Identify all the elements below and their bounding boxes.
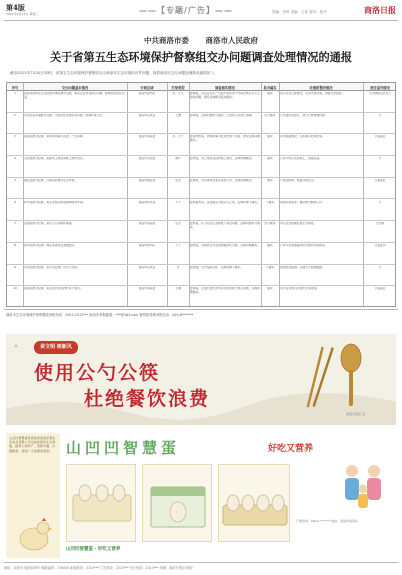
cell-type: 噪声 [175,157,181,161]
footer-info: 地址：商洛市北新街38号 邮政编码：726000 新闻热线：2313*** 广告热线：2313*** 发行热线：2313*** 印刷：商洛日报社印刷厂 [4,566,195,570]
cell-account: 已约谈相关负责人 [368,92,392,95]
egg-ad [6,433,396,558]
cell-verified: 属实 [267,287,273,291]
cell-region: 商洛市镇安县 [138,178,156,182]
civility-ad [6,334,396,425]
table-row [7,178,395,200]
cell-action: 加强在线监测，定期公开监测数据。 [280,265,325,269]
cell-num: 9 [14,265,16,269]
cell-action: 已完成垃圾清运，建立长效管理机制。 [280,113,328,117]
cell-desc: 商南县群众反映，某养殖场粪污直排，产生异味。 [24,135,86,139]
cell-verified: 属实 [267,178,273,182]
cell-region: 商洛市商州区 [138,92,156,95]
paper-logo: 商洛日报 [364,5,396,15]
date-line: 2021年6月23日 星期三 [6,12,39,16]
cell-num: 4 [14,157,16,161]
cell-action: 责令限期整改，完善粪污处理设施。 [280,135,325,139]
cell-type: 生态 [175,222,181,226]
cell-finding: 经调查核实，企业除尘设施运行正常，反映问题不属实。 [190,200,260,204]
cell-num: 7 [14,222,16,226]
header-desc: 交办问题基本情况 [61,86,89,90]
ad-brand-subtitle: 好吃又营养 [268,444,314,454]
editor-line: 责编：李昂 美编：王佳 校对：张丹 [272,10,327,14]
cell-type: 大气 [175,200,181,204]
product-box [142,464,212,542]
cell-action: 责令企业按期完成生态修复。 [280,222,317,226]
cell-num: 10 [13,287,17,291]
header-num: 序号 [11,86,19,90]
decor-dot [15,345,18,348]
ad-sidebar [6,433,60,558]
header-account: 责任追究情况 [370,86,390,90]
cell-finding: 经监测，出水指标达标，反映问题不属实。 [190,265,244,269]
hotline-info: 商洛市生态环境保护督察整改举报电话：0914-2313*** 商洛市举报邮箱：***@163.com 督察组受理举报电话：029-8******* [6,313,194,317]
cell-region: 商洛市商南县 [138,287,156,291]
divider [4,562,398,563]
ad-brand-title: 山凹凹智慧蛋 [66,439,181,457]
table-body [7,91,395,308]
table-row [7,221,395,243]
divider [4,309,398,310]
case-table [6,82,396,307]
cell-account: 已约谈 [375,222,385,226]
cell-desc: 丹凤县某乡镇群众反映，当地存在乱倒垃圾问题，影响环境卫生。 [24,113,106,117]
cell-type: 大气 [175,243,181,247]
cell-desc: 山阳县群众反映，某建筑工地夜间施工噪声扰民。 [24,157,86,161]
cell-desc: 商南县群众反映，某企业危险废物贮存不规范。 [24,287,83,291]
cell-desc: 镇安县群众反映，河道采砂破坏生态环境。 [24,178,78,182]
ad-headline-2: 杜绝餐饮浪费 [84,388,211,410]
divider [4,20,398,21]
table-header [7,83,395,91]
hen-icon [12,515,54,555]
cell-desc: 洛南县群众反映，某矿山开采破坏植被。 [24,222,75,226]
table-row [7,265,395,287]
cell-region: 商洛市柞水县 [138,200,156,204]
notice-intro: 截至2021年7月20日20时，省第五生态环境保护督察组交办商洛市生态环境信访件问题，现将商洛市交办问题处理情况通报如下。 [10,71,218,75]
table-row [7,113,395,135]
cell-action: 责令企业规范危废贮存和管理。 [280,287,320,291]
egg-tray-icon [219,465,291,543]
cell-finding: 经核查，矿山存在生态修复不到位问题，反映问题部分属实。 [190,222,260,229]
notice-title: 关于省第五生态环境保护督察组交办问题调查处理情况的通报 [49,51,353,64]
cell-finding: 经现场核查，养殖场粪污处理设施不完善，群众反映问题属实。 [190,135,260,143]
family-illustration-icon [336,459,392,513]
cell-desc: 丹凤县群众反映，某污水处理厂出水不达标。 [24,265,80,269]
ad-sidebar-text: 山凹凹智慧蛋是商洛市洛南县某生态农业有限公司出品的绿色生态鸡蛋，散养土鸡所产，营养丰富，口感鲜美，深受广大消费者喜爱。 [9,436,56,453]
cell-type: 水、大气 [172,92,184,95]
cell-account: 立案查处 [374,135,386,139]
table-row [7,91,395,113]
cell-num: 3 [14,135,16,139]
cell-desc: 柞水县群众反映，某企业烟尘排放影响周边环境。 [24,200,86,204]
cell-num: 1 [14,92,16,95]
cell-action: 已依法取缔，恢复河道生态。 [280,178,317,182]
section-name: ——【专题/广告】—— [139,6,233,15]
cell-region: 商洛市丹凤县 [138,113,156,117]
cell-verified: 部分属实 [264,113,276,117]
cell-finding: 经调查，企业危废贮存场所存在管理不规范问题，反映问题属实。 [190,287,260,294]
ad-headline-1: 使用公勺公筷 [34,362,161,384]
ad-contact: 订购热线：0914-******* 地址：商洛市洛南县 [296,519,359,523]
cell-verified: 不属实 [265,265,275,269]
header-verified: 是否属实 [263,86,277,90]
cell-region: 商洛市商州区 [138,243,156,247]
table-row [7,243,395,265]
cell-finding: 经调查，该区域存在非法采砂行为，反映问题属实。 [190,178,255,182]
table-row [7,134,395,156]
cell-verified: 属实 [267,157,273,161]
cell-region: 商洛市丹凤县 [138,265,156,269]
cell-num: 8 [14,243,16,247]
cell-num: 2 [14,113,16,117]
header-type: 污染类型 [171,86,185,90]
cell-account: 立案查处 [374,287,386,291]
cell-type: 生态 [175,178,181,182]
cell-account: 立案处罚 [374,243,386,247]
cell-verified: 属实 [267,243,273,247]
cell-finding: 经调查，反映问题部分属实，已组织人员进行清理。 [190,113,255,117]
cell-account: 无 [378,200,382,204]
cell-desc: 商洛市商州区北关街道办事处群众反映，相关企业存在排污问题，影响周边居民生活。 [24,92,125,99]
table-row [7,200,395,222]
cell-num: 6 [14,200,16,204]
table-row [7,286,395,308]
cell-finding: 经核查，该餐饮店未安装油烟净化设施，反映问题属实。 [190,243,260,247]
cell-type: 水、大气 [172,135,184,139]
cell-num: 5 [14,178,16,182]
cell-type: 水 [176,265,180,269]
cell-verified: 部分属实 [264,222,276,226]
page-number: 第4版 [6,3,25,12]
cell-verified: 属实 [267,135,273,139]
cell-action: 加强日常监管，做好群众解释工作。 [280,200,325,204]
table-row [7,156,395,178]
cell-account: 无 [378,265,382,269]
issuing-orgs: 中共商洛市委 商洛市人民政府 [143,36,259,45]
cell-action: 已责令停止夜间施工，加强巡查。 [280,157,322,161]
cell-finding: 经调查，该企业在生产过程中存在部分环保设施运行不正常的问题，群众反映情况基本属实。 [190,92,260,99]
cell-verified: 属实 [267,92,273,95]
masthead [4,3,398,19]
cell-region: 商洛市商南县 [138,135,156,139]
cell-region: 商洛市洛南县 [138,222,156,226]
cell-account: 无 [378,113,382,117]
cell-account: 无 [378,157,382,161]
ad-credit: 商洛日报社 宣 [346,412,365,416]
header-finding: 调查核实情况 [215,86,235,90]
cell-action: 已责令安装油烟净化设施并完成整改。 [280,243,328,247]
cell-verified: 不属实 [265,200,275,204]
header-region: 行政区域 [140,86,154,90]
cell-account: 立案查处 [374,178,386,182]
cell-action: 责令企业立即整改，完善环保设施，加强日常监管。 [280,92,345,95]
product-box [218,464,290,542]
ad-slogan: 山凹凹智慧蛋 · 好吃又营养 [66,547,121,552]
cell-region: 商洛市山阳县 [138,157,156,161]
cell-desc: 商州区群众反映，城区某餐饮店油烟扰民。 [24,243,78,247]
gift-box-icon [143,465,213,543]
header-action: 处理和整改情况 [309,86,333,90]
ad-badge: 讲文明 树新风 [34,341,78,354]
cell-finding: 经核查，该工地存在夜间施工情况，反映问题属实。 [190,157,255,161]
cell-type: 土壤 [175,287,181,291]
product-box [66,464,136,542]
cell-type: 土壤 [175,113,181,117]
egg-carton-icon [67,465,137,543]
